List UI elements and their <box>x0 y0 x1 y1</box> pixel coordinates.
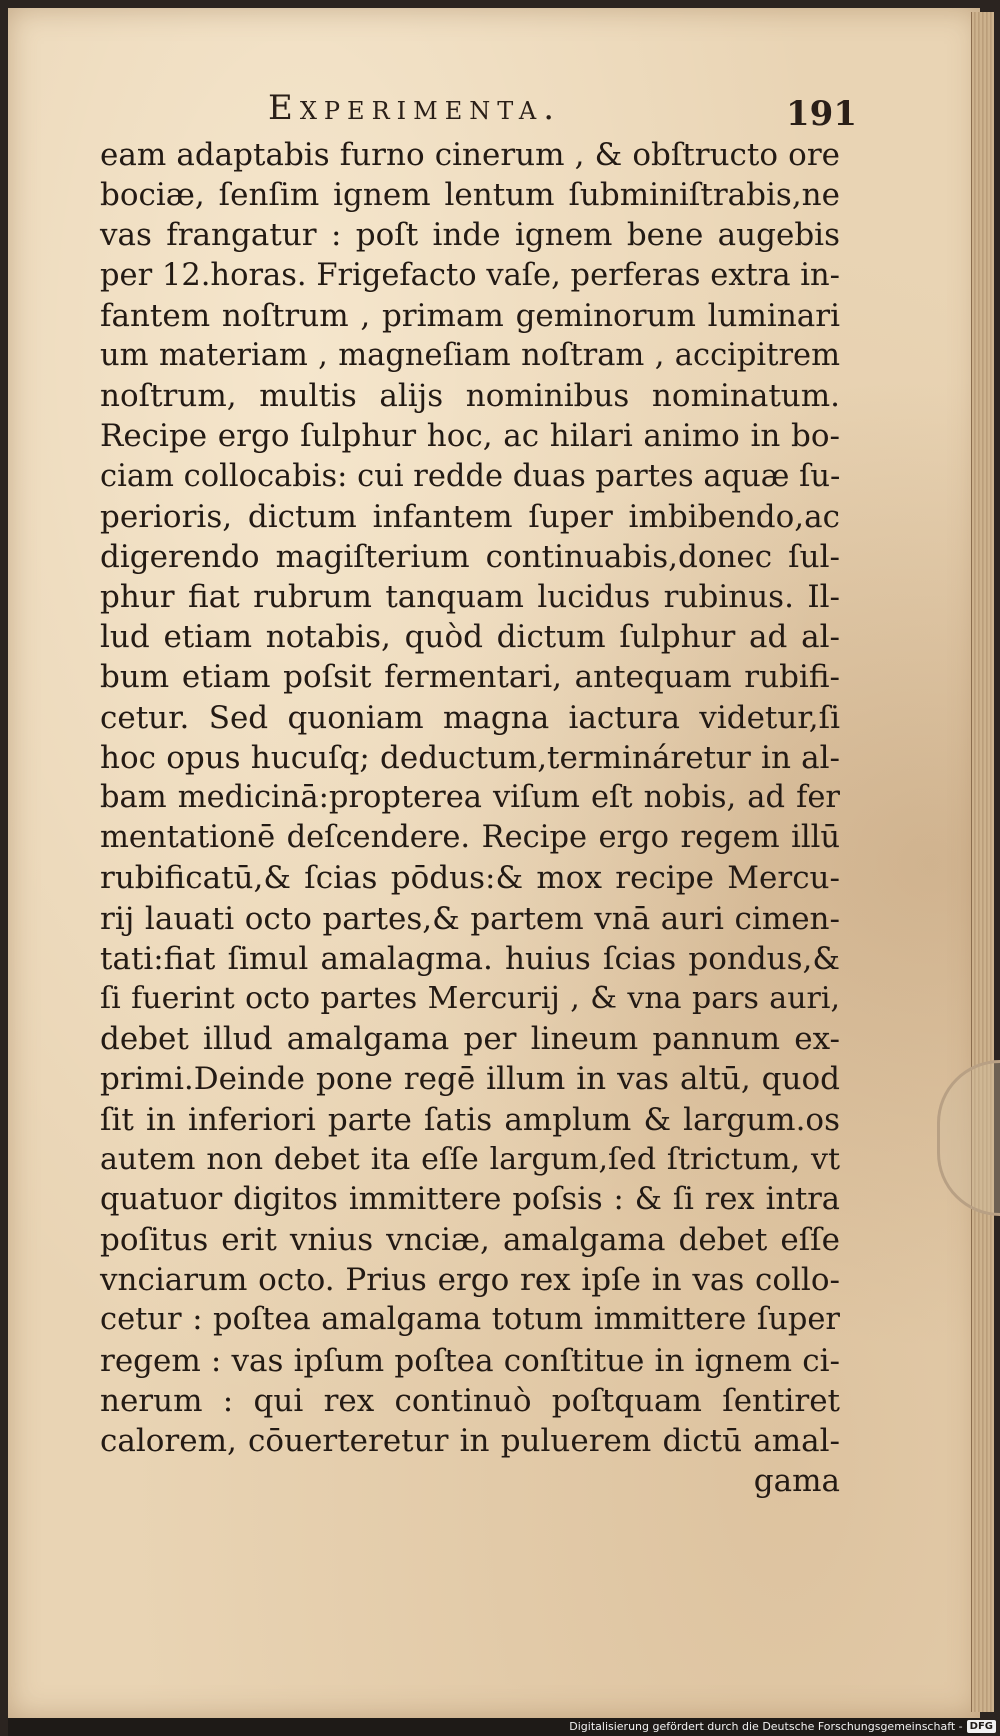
text-line: calorem, cōuerteretur in puluerem dictū amal- <box>100 1423 840 1459</box>
text-line: hoc opus hucuſq; deductum,termináretur in al- <box>100 739 840 776</box>
text-line: cetur : poſtea amalgama totum immittere ſuper <box>100 1302 840 1338</box>
text-line: regem : vas ipſum poſtea conſtitue in ignem ci- <box>100 1342 840 1379</box>
body-text <box>100 135 840 1501</box>
page-number: 191 <box>786 94 857 134</box>
text-line: primi.Deinde pone regē illum in vas altū, quod <box>100 1061 840 1098</box>
text-line: autem non debet ita eſſe largum,ſed ſtrictum, vt <box>100 1141 840 1177</box>
digitization-credit <box>569 1718 996 1734</box>
text-line: um materiam , magneſiam noſtram , accipitrem <box>100 337 840 373</box>
page-header <box>8 88 980 138</box>
text-line: bam medicinā:propterea viſum eſt nobis, ad fer <box>100 780 840 815</box>
text-line: nerum : qui rex continuò poſtquam ſentiret <box>100 1382 840 1419</box>
text-line: noſtrum, multis alijs nominibus nominatum. <box>100 378 840 415</box>
credit-text: Digitalisierung gefördert durch die Deutsche Forschungsgemeinschaft - <box>569 1719 963 1733</box>
text-line: per 12.horas. Frigefacto vaſe, perferas extra in- <box>100 257 840 293</box>
text-line: bociæ, ſenſim ignem lentum ſubminiſtrabis,ne <box>100 177 840 214</box>
text-line: lud etiam notabis, quòd dictum ſulphur ad al- <box>100 619 840 656</box>
text-line: tati:fiat ſimul amalagma. huius ſcias pondus,& <box>100 940 840 977</box>
text-line: vnciarum octo. Prius ergo rex ipſe in vas collo- <box>100 1262 840 1299</box>
text-line: fantem noſtrum , primam geminorum luminari <box>100 297 840 334</box>
text-line: cetur. Sed quoniam magna iactura videtur,ſi <box>100 699 840 736</box>
dfg-logo: DFG <box>967 1720 996 1733</box>
text-line: bum etiam poſsit fermentari, antequam rubifi- <box>100 659 840 696</box>
text-line: Recipe ergo ſulphur hoc, ac hilari animo in bo- <box>100 418 840 455</box>
text-line: rubificatū,& ſcias pōdus:& mox recipe Mercu- <box>100 860 840 897</box>
running-head: Experimenta. <box>268 88 562 128</box>
text-line: quatuor digitos immittere poſsis : & ſi rex intra <box>100 1181 840 1217</box>
text-line: phur fiat rubrum tanquam lucidus rubinus. Il- <box>100 579 840 616</box>
text-line: vas frangatur : poſt inde ignem bene augebis <box>100 217 840 254</box>
text-line: eam adaptabis furno cinerum , & obſtructo ore <box>100 137 840 173</box>
book-page <box>8 8 980 1718</box>
text-line: debet illud amalgama per lineum pannum ex- <box>100 1021 840 1058</box>
page-stack-edge <box>971 12 994 1712</box>
text-line: ſi fuerint octo partes Mercurij , & vna pars auri, <box>100 980 840 1016</box>
text-line: poſitus erit vnius vnciæ, amalgama debet eſſe <box>100 1222 840 1259</box>
text-line: mentationē deſcendere. Recipe ergo regem illū <box>100 820 840 856</box>
text-line: rij lauati octo partes,& partem vnā auri cimen- <box>100 900 840 937</box>
text-line: ciam collocabis: cui redde duas partes aquæ ſu- <box>100 458 841 494</box>
catchword: gama <box>753 1463 840 1500</box>
text-line: digerendo magiſterium continuabis,donec ſul- <box>100 538 840 575</box>
text-line: ſit in inferiori parte ſatis amplum & largum.os <box>100 1101 840 1138</box>
text-line: perioris, dictum infantem ſuper imbibendo,ac <box>100 498 840 535</box>
